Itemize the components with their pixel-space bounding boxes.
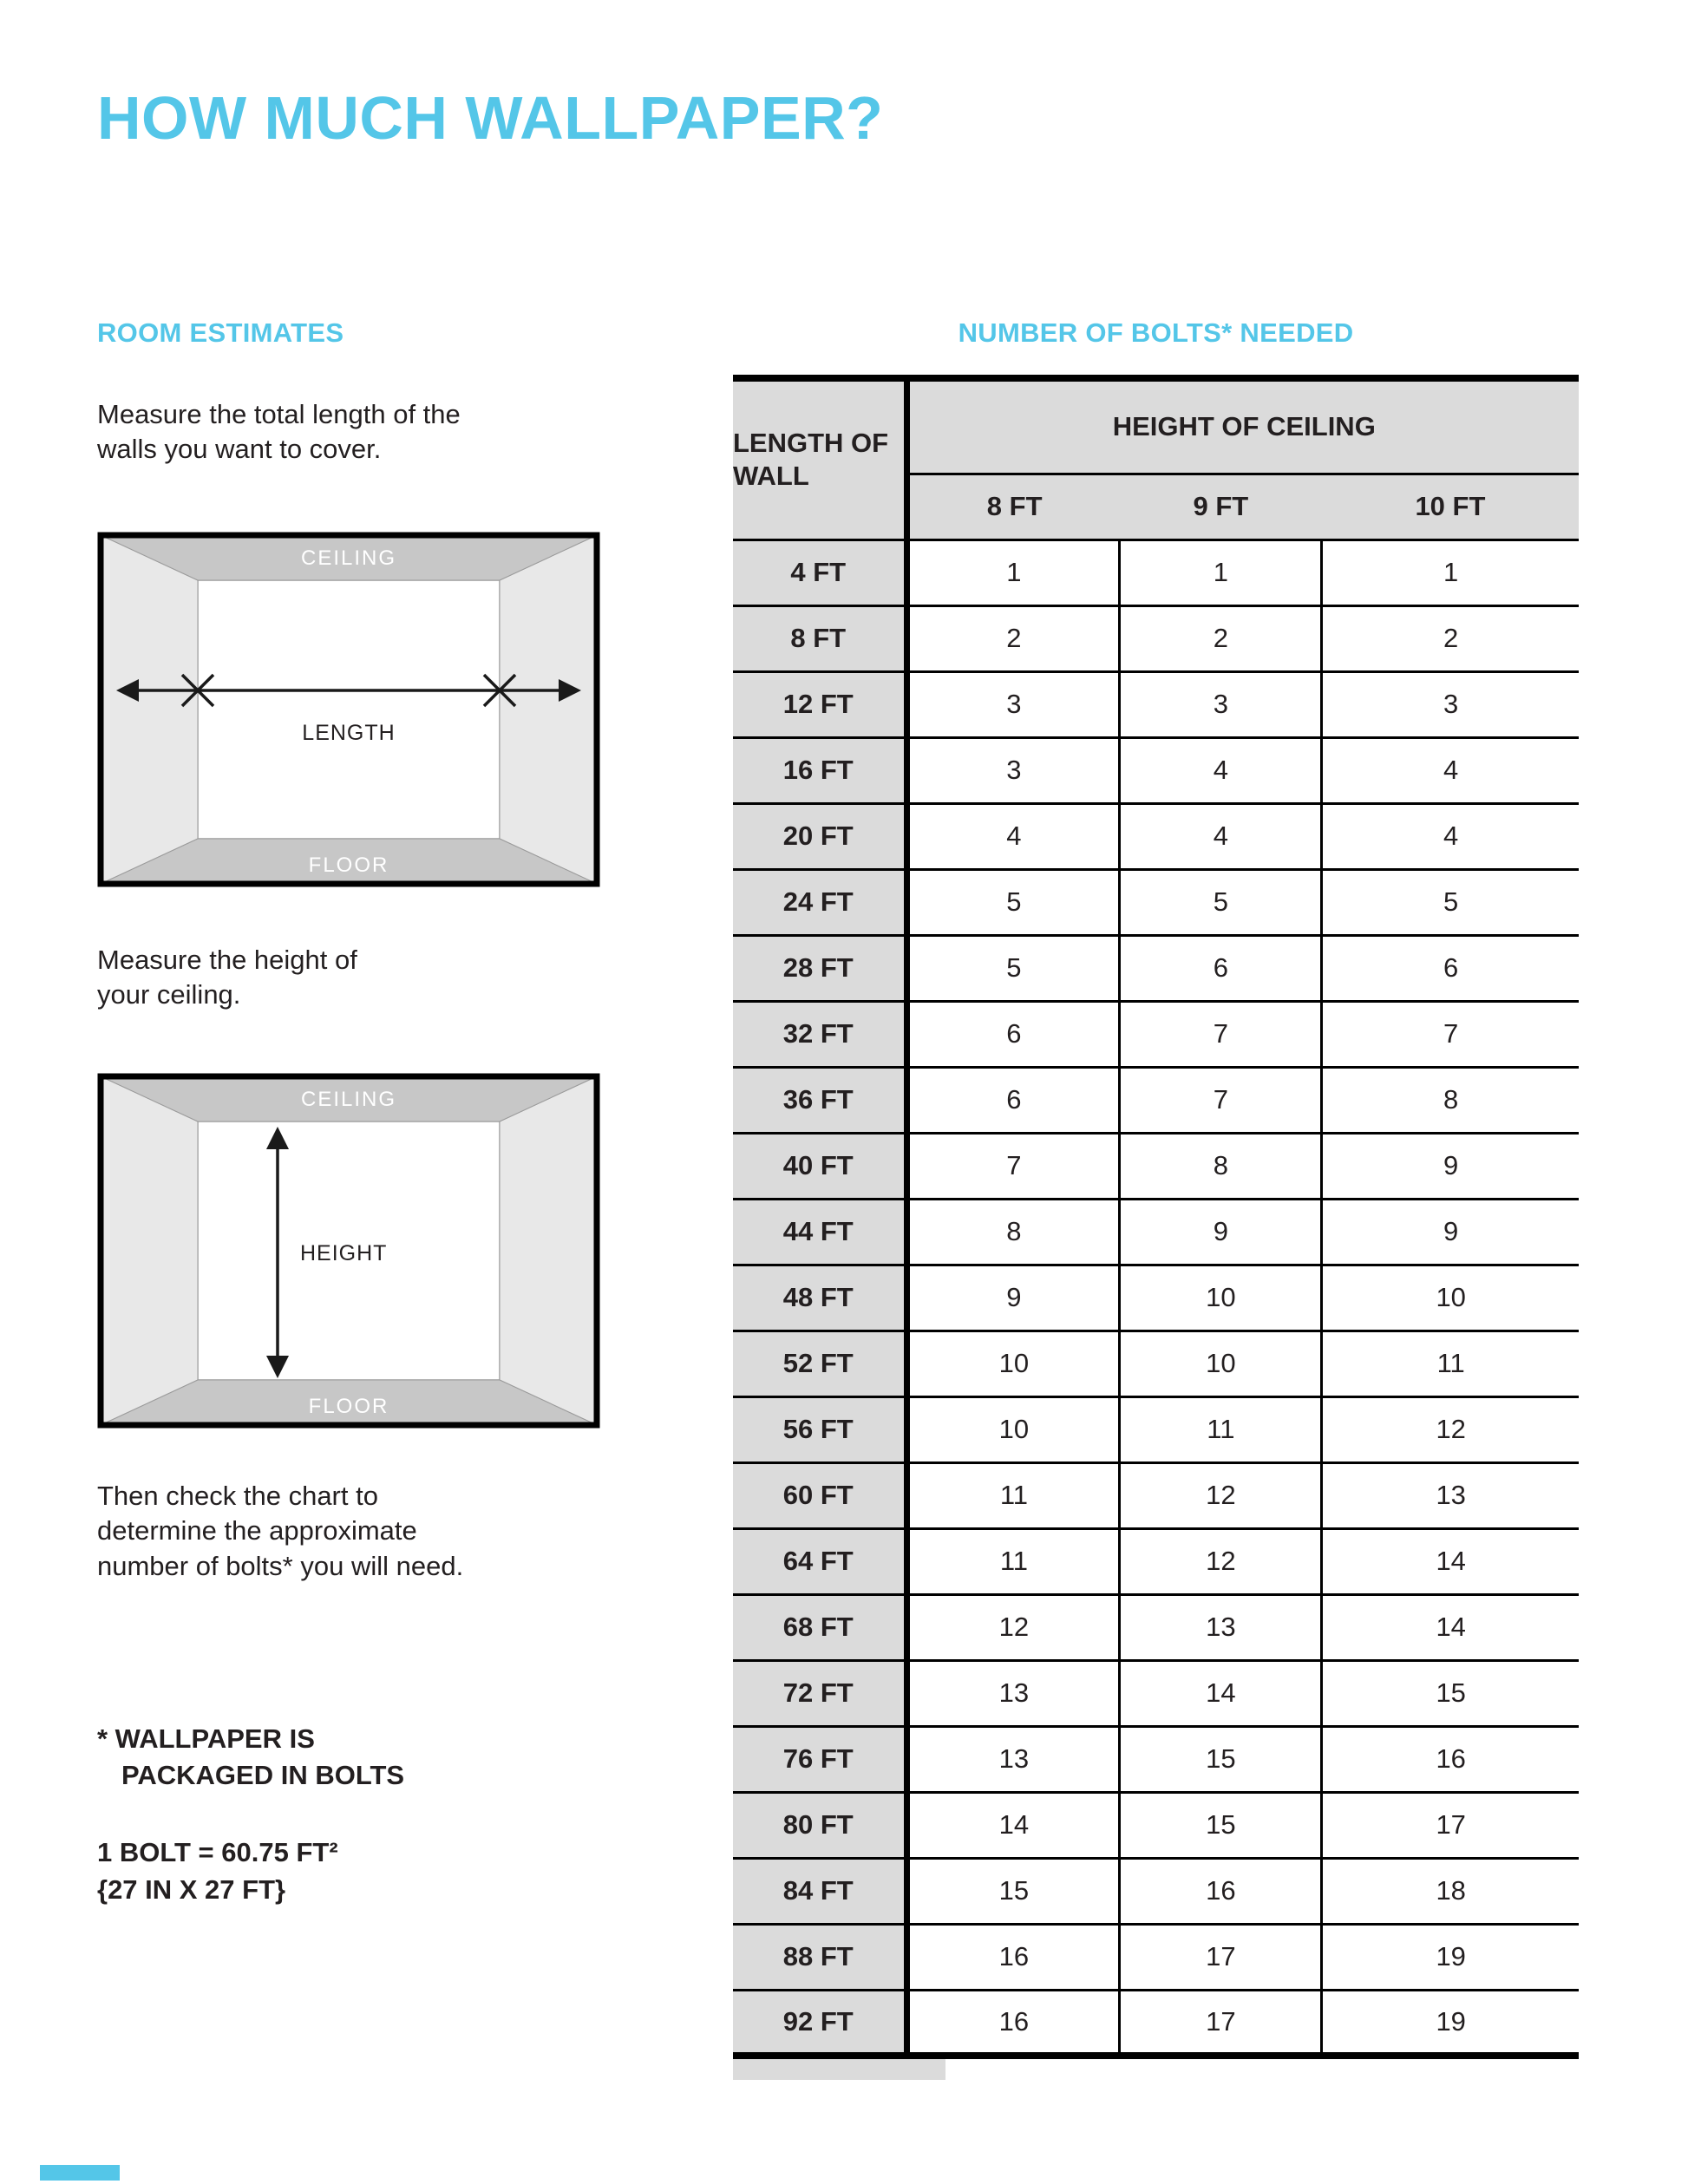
table-row bbox=[733, 1792, 1579, 1858]
table-row bbox=[733, 1396, 1579, 1462]
row-label: 32 FT bbox=[733, 1001, 906, 1067]
bolt-count-cell: 9 bbox=[906, 1265, 1120, 1331]
bolts-table-header bbox=[733, 378, 1579, 539]
bolt-count-cell: 13 bbox=[906, 1726, 1120, 1792]
row-label: 24 FT bbox=[733, 869, 906, 935]
row-label: 52 FT bbox=[733, 1331, 906, 1396]
bolt-count-cell: 6 bbox=[1120, 935, 1322, 1001]
page-title: HOW MUCH WALLPAPER? bbox=[97, 84, 884, 152]
bolts-needed-section bbox=[733, 317, 1579, 2080]
table-row bbox=[733, 1265, 1579, 1331]
bolt-count-cell: 1 bbox=[1322, 539, 1579, 605]
table-row bbox=[733, 803, 1579, 869]
bolts-footnote bbox=[97, 1721, 605, 1794]
bolt-count-cell: 14 bbox=[1120, 1660, 1322, 1726]
bolt-size-line-2: {27 IN X 27 FT} bbox=[97, 1874, 286, 1906]
bolt-count-cell: 8 bbox=[1322, 1067, 1579, 1133]
bolt-count-cell: 11 bbox=[906, 1528, 1120, 1594]
bolts-table bbox=[733, 375, 1579, 2059]
table-row bbox=[733, 1001, 1579, 1067]
bolt-count-cell: 11 bbox=[1120, 1396, 1322, 1462]
bolt-count-cell: 1 bbox=[1120, 539, 1322, 605]
bolt-count-cell: 12 bbox=[1322, 1396, 1579, 1462]
bolt-count-cell: 7 bbox=[1120, 1067, 1322, 1133]
table-row bbox=[733, 737, 1579, 803]
row-label: 44 FT bbox=[733, 1199, 906, 1265]
bolt-count-cell: 14 bbox=[1322, 1594, 1579, 1660]
row-label: 8 FT bbox=[733, 605, 906, 671]
bolt-count-cell: 4 bbox=[1120, 803, 1322, 869]
bolt-count-cell: 4 bbox=[906, 803, 1120, 869]
bolt-count-cell: 7 bbox=[906, 1133, 1120, 1199]
right-wall bbox=[500, 1076, 597, 1425]
bolt-count-cell: 14 bbox=[1322, 1528, 1579, 1594]
room-estimates-heading: ROOM ESTIMATES bbox=[97, 317, 344, 348]
bolt-count-cell: 15 bbox=[1120, 1726, 1322, 1792]
bolt-size-line-1: 1 BOLT = 60.75 FT² bbox=[97, 1836, 338, 1867]
room-height-diagram bbox=[97, 1073, 600, 1429]
row-label: 64 FT bbox=[733, 1528, 906, 1594]
bolt-count-cell: 7 bbox=[1322, 1001, 1579, 1067]
column-header-8ft: 8 FT bbox=[906, 474, 1120, 539]
row-label: 48 FT bbox=[733, 1265, 906, 1331]
instruction-chart: Then check the chart to determine the approximate number of bolts* you will need. bbox=[97, 1481, 464, 1581]
table-row bbox=[733, 1924, 1579, 1990]
column-header-9ft: 9 FT bbox=[1120, 474, 1322, 539]
row-label: 72 FT bbox=[733, 1660, 906, 1726]
row-label: 76 FT bbox=[733, 1726, 906, 1792]
bolt-count-cell: 5 bbox=[906, 935, 1120, 1001]
room-length-diagram bbox=[97, 532, 600, 887]
bolt-count-cell: 9 bbox=[1120, 1199, 1322, 1265]
row-label: 60 FT bbox=[733, 1462, 906, 1528]
bolt-count-cell: 7 bbox=[1120, 1001, 1322, 1067]
row-label: 28 FT bbox=[733, 935, 906, 1001]
bolt-count-cell: 12 bbox=[906, 1594, 1120, 1660]
row-label: 84 FT bbox=[733, 1858, 906, 1924]
table-row bbox=[733, 869, 1579, 935]
right-wall bbox=[500, 535, 597, 884]
floor-label: FLOOR bbox=[308, 853, 389, 877]
height-label: HEIGHT bbox=[300, 1241, 388, 1266]
bolt-count-cell: 1 bbox=[906, 539, 1120, 605]
bolt-count-cell: 16 bbox=[906, 1990, 1120, 2056]
row-label: 80 FT bbox=[733, 1792, 906, 1858]
footnote-line-2: PACKAGED IN BOLTS bbox=[121, 1759, 405, 1790]
bolt-count-cell: 10 bbox=[906, 1331, 1120, 1396]
bolt-count-cell: 13 bbox=[906, 1660, 1120, 1726]
bolt-count-cell: 11 bbox=[1322, 1331, 1579, 1396]
bolt-count-cell: 15 bbox=[906, 1858, 1120, 1924]
bolt-count-cell: 15 bbox=[1322, 1660, 1579, 1726]
bolt-count-cell: 9 bbox=[1322, 1199, 1579, 1265]
table-row bbox=[733, 1594, 1579, 1660]
bolt-count-cell: 15 bbox=[1120, 1792, 1322, 1858]
bolt-count-cell: 6 bbox=[906, 1001, 1120, 1067]
bolt-count-cell: 16 bbox=[1120, 1858, 1322, 1924]
bolt-count-cell: 4 bbox=[1120, 737, 1322, 803]
content-columns bbox=[97, 317, 1579, 2080]
bolt-count-cell: 14 bbox=[906, 1792, 1120, 1858]
row-label: 4 FT bbox=[733, 539, 906, 605]
bolt-count-cell: 3 bbox=[1322, 671, 1579, 737]
footnote-line-1: * WALLPAPER IS bbox=[97, 1723, 315, 1755]
table-row bbox=[733, 539, 1579, 605]
left-wall bbox=[101, 1076, 198, 1425]
row-label: 88 FT bbox=[733, 1924, 906, 1990]
table-row bbox=[733, 1133, 1579, 1199]
bolt-count-cell: 3 bbox=[906, 671, 1120, 737]
bolt-count-cell: 18 bbox=[1322, 1858, 1579, 1924]
bolt-count-cell: 13 bbox=[1322, 1462, 1579, 1528]
table-row bbox=[733, 1331, 1579, 1396]
bolt-count-cell: 2 bbox=[906, 605, 1120, 671]
table-row bbox=[733, 1858, 1579, 1924]
bolts-table-body bbox=[733, 539, 1579, 2056]
bolt-count-cell: 6 bbox=[1322, 935, 1579, 1001]
bolt-count-cell: 10 bbox=[1322, 1265, 1579, 1331]
row-label: 12 FT bbox=[733, 671, 906, 737]
bolt-count-cell: 16 bbox=[1322, 1726, 1579, 1792]
bolt-count-cell: 16 bbox=[906, 1924, 1120, 1990]
row-label: 40 FT bbox=[733, 1133, 906, 1199]
table-row bbox=[733, 605, 1579, 671]
table-row bbox=[733, 1726, 1579, 1792]
row-label: 68 FT bbox=[733, 1594, 906, 1660]
bolt-count-cell: 17 bbox=[1120, 1990, 1322, 2056]
bolt-count-cell: 13 bbox=[1120, 1594, 1322, 1660]
table-row bbox=[733, 671, 1579, 737]
row-label: 36 FT bbox=[733, 1067, 906, 1133]
length-of-wall-header: LENGTH OF WALL bbox=[733, 378, 906, 539]
row-label: 92 FT bbox=[733, 1990, 906, 2056]
bolt-count-cell: 5 bbox=[1120, 869, 1322, 935]
bolt-count-cell: 5 bbox=[1322, 869, 1579, 935]
bolt-count-cell: 2 bbox=[1322, 605, 1579, 671]
bolt-count-cell: 9 bbox=[1322, 1133, 1579, 1199]
bolt-count-cell: 8 bbox=[1120, 1133, 1322, 1199]
row-label: 56 FT bbox=[733, 1396, 906, 1462]
bolt-count-cell: 3 bbox=[906, 737, 1120, 803]
height-of-ceiling-header: HEIGHT OF CEILING bbox=[906, 378, 1579, 474]
bolt-count-cell: 17 bbox=[1120, 1924, 1322, 1990]
floor-label: FLOOR bbox=[308, 1395, 389, 1419]
room-estimates-section bbox=[97, 317, 605, 1909]
bolt-count-cell: 6 bbox=[906, 1067, 1120, 1133]
ceiling-label: CEILING bbox=[300, 546, 397, 570]
table-row bbox=[733, 1067, 1579, 1133]
bolt-count-cell: 19 bbox=[1322, 1990, 1579, 2056]
bolts-needed-heading: NUMBER OF BOLTS* NEEDED bbox=[958, 317, 1354, 348]
bolt-count-cell: 12 bbox=[1120, 1528, 1322, 1594]
table-row bbox=[733, 1990, 1579, 2056]
bolt-count-cell: 10 bbox=[1120, 1331, 1322, 1396]
bolt-count-cell: 19 bbox=[1322, 1924, 1579, 1990]
bolt-count-cell: 17 bbox=[1322, 1792, 1579, 1858]
bolt-count-cell: 10 bbox=[1120, 1265, 1322, 1331]
table-row bbox=[733, 1660, 1579, 1726]
table-column-stub bbox=[733, 2059, 945, 2080]
row-label: 16 FT bbox=[733, 737, 906, 803]
left-wall bbox=[101, 535, 198, 884]
bolt-size-info bbox=[97, 1834, 605, 1909]
instruction-height: Measure the height of your ceiling. bbox=[97, 944, 357, 1010]
bolt-count-cell: 4 bbox=[1322, 803, 1579, 869]
length-label: LENGTH bbox=[302, 720, 396, 745]
row-label: 20 FT bbox=[733, 803, 906, 869]
table-row bbox=[733, 1528, 1579, 1594]
bolt-count-cell: 5 bbox=[906, 869, 1120, 935]
page-corner-accent-bar bbox=[40, 2165, 120, 2181]
table-row bbox=[733, 1462, 1579, 1528]
bolt-count-cell: 4 bbox=[1322, 737, 1579, 803]
back-wall bbox=[198, 580, 500, 839]
table-row bbox=[733, 1199, 1579, 1265]
bolt-count-cell: 3 bbox=[1120, 671, 1322, 737]
table-row bbox=[733, 935, 1579, 1001]
bolt-count-cell: 2 bbox=[1120, 605, 1322, 671]
bolt-count-cell: 10 bbox=[906, 1396, 1120, 1462]
bolt-count-cell: 12 bbox=[1120, 1462, 1322, 1528]
column-header-10ft: 10 FT bbox=[1322, 474, 1579, 539]
ceiling-label: CEILING bbox=[300, 1088, 397, 1112]
instruction-length: Measure the total length of the walls you want to cover. bbox=[97, 399, 461, 465]
bolt-count-cell: 8 bbox=[906, 1199, 1120, 1265]
bolt-count-cell: 11 bbox=[906, 1462, 1120, 1528]
